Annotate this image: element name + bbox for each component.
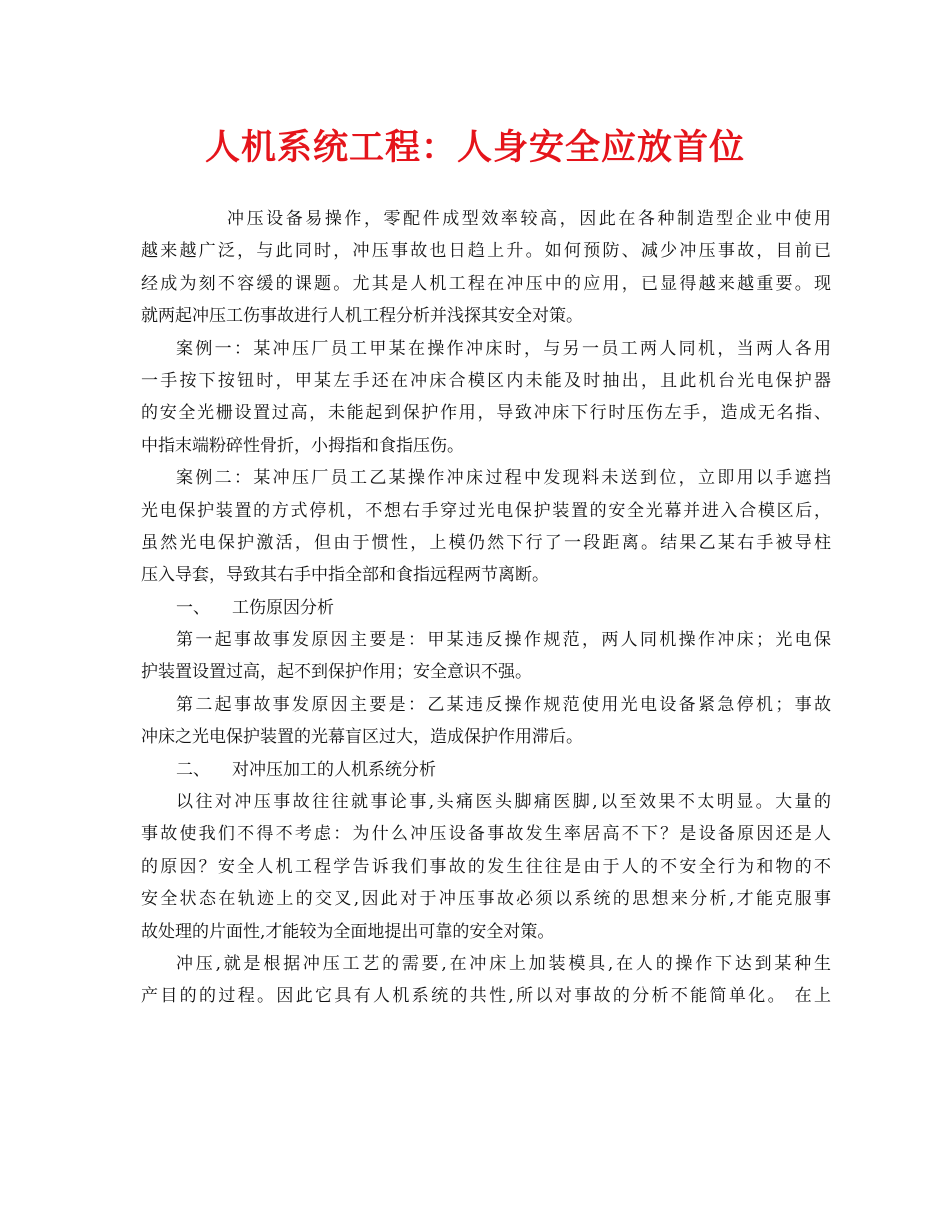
- paragraph-line: 一手按下按钮时，甲某左手还在冲床合模区内未能及时抽出，且此机台光电保护器: [141, 370, 831, 391]
- paragraph-line: 安全状态在轨迹上的交叉,因此对于冲压事故必须以系统的思想来分析,才能克服事: [141, 889, 831, 910]
- section-number: 二、: [176, 759, 210, 780]
- paragraph-line: 冲压设备易操作，零配件成型效率较高，因此在各种制造型企业中使用: [227, 209, 831, 229]
- paragraph-line: 冲床之光电保护装置的光幕盲区过大，造成保护作用滞后。: [141, 727, 583, 748]
- paragraph-line: 越来越广泛，与此同时，冲压事故也日趋上升。如何预防、减少冲压事故，目前已: [141, 241, 831, 262]
- paragraph-line: 光电保护装置的方式停机，不想右手穿过光电保护装置的安全光幕并进入合模区后，: [141, 500, 831, 521]
- paragraph-line: 虽然光电保护激活，但由于惯性，上模仍然下行了一段距离。结果乙某右手被导柱: [141, 532, 831, 553]
- document-body: [141, 203, 831, 1013]
- section-heading: [141, 754, 831, 786]
- paragraph-line: 案例一：某冲压厂员工甲某在操作冲床时，与另一员工两人同机，当两人各用: [176, 338, 831, 359]
- paragraph-line: 的原因？安全人机工程学告诉我们事故的发生往往是由于人的不安全行为和物的不: [141, 856, 831, 877]
- document-title: 人机系统工程：人身安全应放首位: [204, 127, 745, 168]
- paragraph-line: 产目的的过程。因此它具有人机系统的共性,所以对事故的分析不能简单化。 在上: [141, 986, 831, 1007]
- section-heading: [141, 592, 831, 624]
- paragraph-line: 中指末端粉碎性骨折，小拇指和食指压伤。: [141, 435, 464, 456]
- paragraph-line: 压入导套，导致其右手中指全部和食指远程两节离断。: [141, 565, 549, 586]
- paragraph-line: 故处理的片面性,才能较为全面地提出可靠的安全对策。: [141, 921, 555, 942]
- paragraph-line: 第二起事故事发原因主要是：乙某违反操作规范使用光电设备紧急停机；事故: [176, 694, 831, 715]
- paragraph-line: 的安全光栅设置过高，未能起到保护作用，导致冲床下行时压伤左手，造成无名指、: [141, 403, 831, 424]
- paragraph-line: 第一起事故事发原因主要是：甲某违反操作规范，两人同机操作冲床；光电保: [176, 630, 831, 651]
- paragraph-line: 经成为刻不容缓的课题。尤其是人机工程在冲压中的应用，已显得越来越重要。现: [141, 273, 831, 294]
- paragraph-line: 事故使我们不得不考虑：为什么冲压设备事故发生率居高不下？是设备原因还是人: [141, 824, 831, 845]
- section-heading-text: 工伤原因分析: [232, 597, 334, 618]
- paragraph-line: 冲压,就是根据冲压工艺的需要,在冲床上加装模具,在人的操作下达到某种生: [176, 953, 831, 974]
- paragraph-line: 就两起冲压工伤事故进行人机工程分析并浅探其安全对策。: [141, 306, 583, 327]
- section-number: 一、: [176, 597, 210, 618]
- paragraph-line: 案例二：某冲压厂员工乙某操作冲床过程中发现料未送到位，立即用以手遮挡: [176, 468, 831, 489]
- paragraph-line: 以往对冲压事故往往就事论事,头痛医头脚痛医脚,以至效果不太明显。大量的: [176, 792, 831, 813]
- paragraph-line: 护装置设置过高，起不到保护作用；安全意识不强。: [141, 662, 532, 683]
- section-heading-text: 对冲压加工的人机系统分析: [232, 759, 436, 780]
